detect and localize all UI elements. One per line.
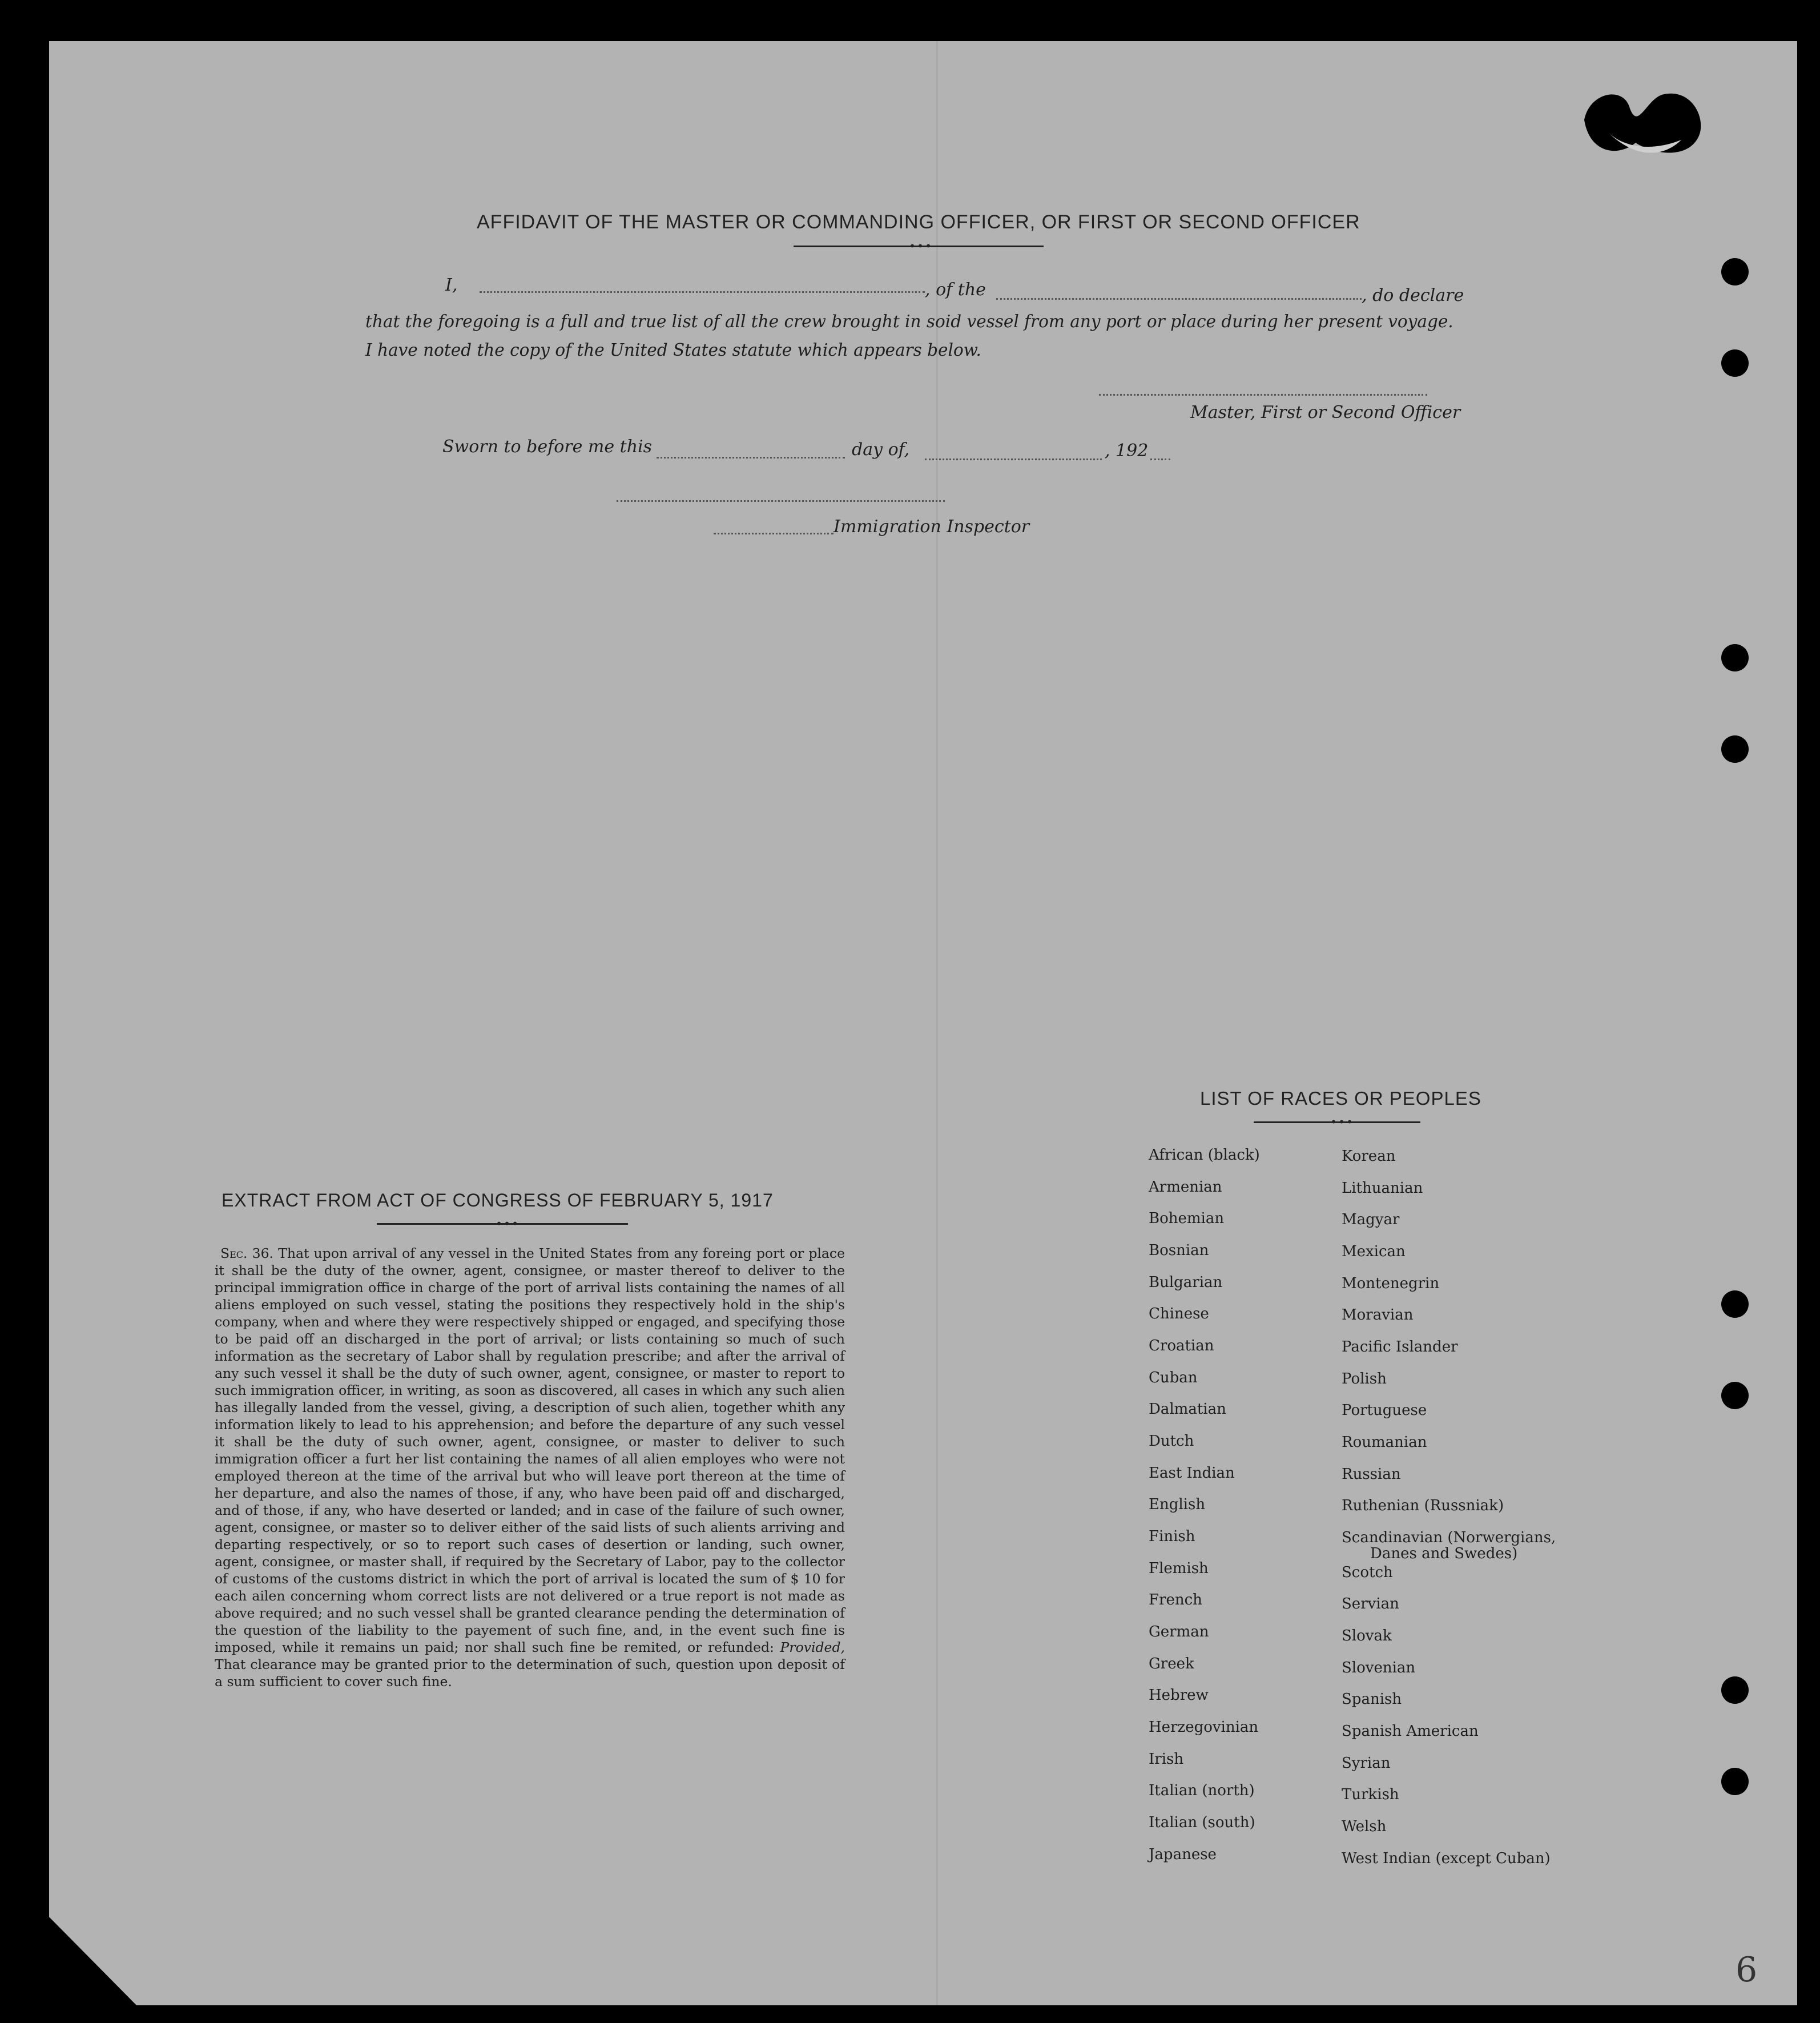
race-item: Japanese <box>1149 1846 1217 1863</box>
race-item: Slovak <box>1342 1627 1392 1644</box>
race-item: Flemish <box>1149 1560 1209 1577</box>
race-item: Syrian <box>1342 1755 1391 1772</box>
race-item: West Indian (except Cuban) <box>1342 1850 1551 1867</box>
affidavit-of-the-label: , of the <box>925 280 986 300</box>
races-title: LIST OF RACES OR PEOPLES <box>1200 1088 1481 1109</box>
sworn-month-field[interactable] <box>925 459 1102 460</box>
inspector-signature-field[interactable] <box>617 500 945 502</box>
race-item: Russian <box>1342 1466 1401 1483</box>
affidavit-vessel-field[interactable] <box>996 298 1362 300</box>
year-label: , 192 <box>1105 441 1149 461</box>
race-item: English <box>1149 1496 1206 1513</box>
extract-provided-label: Provided, <box>780 1639 845 1655</box>
extract-text: That upon arrival of any vessel in the United States from any foreing port or place it shall be the duty of the owner, agent, consignee, or master thereof to deliver to the principal immigration office in charge of the port of arrival lists containing the names of all aliens employed on such vessel, stating the positions they respectively hold in the ship's company, when and where they were respectively shipped or engaged, and specifying those to be paid off an discharged in the port of arrival; or lists containing so much of such information as the secretary of Labor shall by regulation prescribe; and after the arrival of any such vessel it shall be the duty of such owner, agent, consignee, or master to report to such immigration officer, in writing, as soon as discovered, all cases in which any such alien has illegally landed from the vessel, giving, a description of such alien, together whith any information likely to lead to his apprehension; and before the departure of any such vessel it shall be the duty of such owner, agent, consignee, or master to deliver to such immigration officer a furt her list containing the names of all alien employes who were not employed thereon at the time of the arrival but who will leave port thereon at the time of her departure, and also the names of those, if any, who have been paid off and discharged, and of those, if any, who have deserted or landed; and in case of the failure of such owner, agent, consignee, or master so to deliver either of the said lists of such alients arriving and departing respectively, or so to report such cases of desertion or landing, such owner, agent, consignee, or master shall, if required by the Secretary of Labor, pay to the collector of customs of the customs district in which the port of arrival is located the sum of $ 10 for each ailen concerning whom correct lists are not delivered or a true report is not made as above required; and no such vessel shall be granted clearance pending the determination of the question of the liability to the payement of such fine, and, in the event such fine is imposed, while it remains un paid; nor shall such fine be remited, or refunded: <box>215 1245 845 1655</box>
affidavit-name-field[interactable] <box>480 291 925 293</box>
race-item: Italian (north) <box>1149 1782 1255 1799</box>
race-item: Roumanian <box>1342 1434 1427 1451</box>
race-item: Armenian <box>1149 1179 1222 1196</box>
race-item: Welsh <box>1342 1818 1387 1835</box>
day-of-label: day of, <box>852 440 910 460</box>
punch-hole-icon <box>1721 1768 1749 1795</box>
race-item: Korean <box>1342 1148 1396 1165</box>
race-item: Moravian <box>1342 1306 1414 1324</box>
race-item: Montenegrin <box>1342 1275 1440 1292</box>
race-item: Servian <box>1342 1595 1399 1612</box>
race-item: Portuguese <box>1342 1402 1427 1419</box>
inspector-label: Immigration Inspector <box>834 517 1030 537</box>
punch-hole-icon <box>1721 1290 1749 1318</box>
races-title-ornament: ••• <box>1330 1115 1355 1129</box>
race-item: Mexican <box>1342 1243 1406 1260</box>
race-item: Dutch <box>1149 1433 1194 1450</box>
race-item: Herzegovinian <box>1149 1719 1259 1736</box>
race-item: Spanish <box>1342 1691 1402 1708</box>
affidavit-i-label: I, <box>445 275 458 295</box>
race-item: Scotch <box>1342 1564 1393 1581</box>
race-item: Turkish <box>1342 1786 1399 1803</box>
race-item: Hebrew <box>1149 1687 1209 1704</box>
affidavit-statement-line-1: that the foregoing is a full and true list of all the crew brought in soid vessel from any port or place during her present voyage. <box>365 312 1453 331</box>
race-item: Scandinavian (Norwergians, <box>1342 1529 1556 1546</box>
race-item: Magyar <box>1342 1211 1400 1228</box>
race-item: Spanish American <box>1342 1723 1479 1740</box>
race-item: Croatian <box>1149 1337 1214 1354</box>
affidavit-title: AFFIDAVIT OF THE MASTER OR COMMANDING OFFICER, OR FIRST OR SECOND OFFICER <box>477 211 1360 233</box>
extract-title: EXTRACT FROM ACT OF CONGRESS OF FEBRUARY 5, 1917 <box>222 1190 774 1210</box>
race-item: Bosnian <box>1149 1242 1209 1259</box>
race-item: Pacific Islander <box>1342 1338 1458 1356</box>
sworn-year-field[interactable] <box>1150 459 1170 460</box>
race-item: Bulgarian <box>1149 1274 1223 1291</box>
race-item: Dalmatian <box>1149 1401 1226 1418</box>
race-item: Cuban <box>1149 1369 1198 1386</box>
race-item: Finish <box>1149 1528 1195 1545</box>
extract-body <box>215 1245 845 1690</box>
race-item: Lithuanian <box>1342 1180 1423 1197</box>
race-item: Slovenian <box>1342 1659 1416 1676</box>
master-signature-label: Master, First or Second Officer <box>1190 403 1461 423</box>
punch-hole-icon <box>1721 735 1749 763</box>
punch-hole-icon <box>1721 644 1749 671</box>
race-item: Bohemian <box>1149 1210 1225 1227</box>
affidavit-do-declare-label: , do declare <box>1362 285 1464 305</box>
corner-page-mark: 6 <box>1736 1950 1758 1990</box>
sworn-day-field[interactable] <box>657 457 845 459</box>
torn-hole-icon <box>1584 86 1710 160</box>
inspector-name-field[interactable] <box>714 533 834 534</box>
extract-title-ornament: ••• <box>496 1217 520 1230</box>
race-item: German <box>1149 1623 1209 1640</box>
race-item: Ruthenian (Russniak) <box>1342 1497 1504 1514</box>
affidavit-statement-line-2: I have noted the copy of the United States statute which appears below. <box>365 340 981 360</box>
extract-text-end: That clearance may be granted prior to the determination of such, question upon deposit of a sum sufficient to cover such fine. <box>215 1656 845 1690</box>
fold-line <box>936 41 938 2005</box>
punch-hole-icon <box>1721 1382 1749 1409</box>
race-item: Irish <box>1149 1751 1184 1768</box>
race-item: Greek <box>1149 1655 1194 1672</box>
affidavit-title-ornament: ••• <box>909 239 933 253</box>
race-item: French <box>1149 1591 1202 1608</box>
master-signature-field[interactable] <box>1099 394 1427 396</box>
punch-hole-icon <box>1721 258 1749 285</box>
race-item: Italian (south) <box>1149 1814 1255 1831</box>
sworn-label: Sworn to before me this <box>442 437 653 457</box>
race-item: Chinese <box>1149 1305 1209 1322</box>
race-item: Danes and Swedes) <box>1370 1545 1518 1562</box>
race-item: African (black) <box>1149 1147 1260 1164</box>
race-item: East Indian <box>1149 1465 1235 1482</box>
punch-hole-icon <box>1721 349 1749 377</box>
extract-section-label: Sec. 36. <box>220 1245 273 1261</box>
document-sheet <box>49 41 1797 2005</box>
punch-hole-icon <box>1721 1676 1749 1704</box>
race-item: Polish <box>1342 1370 1387 1387</box>
